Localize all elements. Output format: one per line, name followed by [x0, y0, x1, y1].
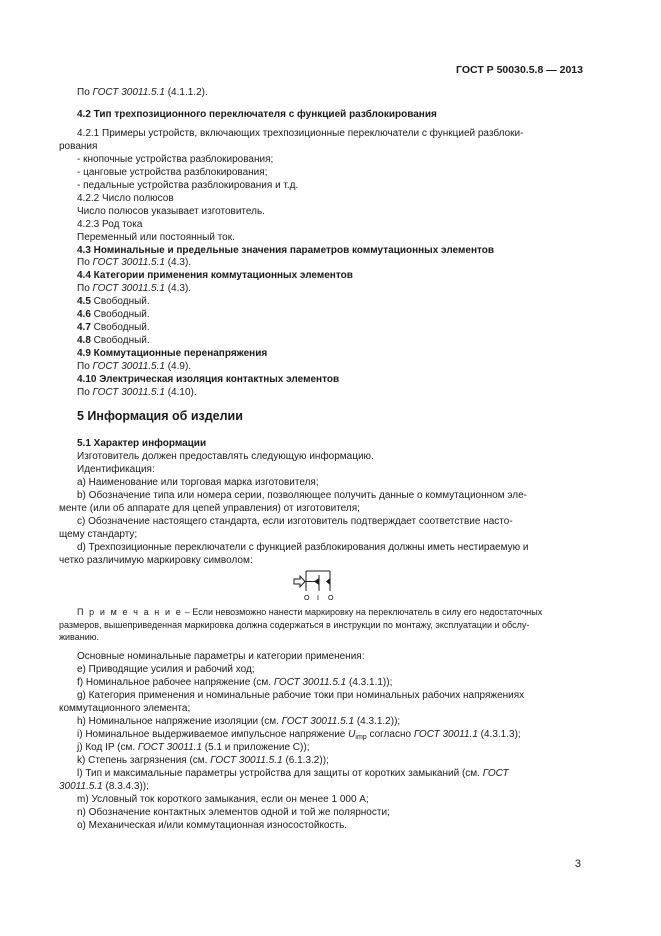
text-run: ГОСТ 30011.5.1 — [281, 716, 355, 727]
text-line — [77, 361, 191, 373]
text-line — [77, 206, 265, 218]
text-run: Основные номинальные параметры и категории применения: — [77, 651, 365, 662]
text-run: h) Номинальное напряжение изоляции (см. — [77, 716, 282, 727]
text-run: 5 Информация об изделии — [77, 409, 243, 423]
text-run: коммутационного элемента; — [59, 703, 191, 714]
text-run: 4.4 Категории применения коммутационных элементов — [77, 270, 353, 281]
symbol-label-o1: O — [304, 595, 310, 601]
text-run: (4.9). — [164, 361, 192, 372]
text-run: - педальные устройства разблокирования и т.д. — [77, 180, 299, 191]
text-run: 4.7 — [77, 322, 91, 333]
text-run: (5.1 и приложение C)); — [202, 742, 310, 753]
text-run: Число полюсов указывает изготовитель. — [77, 206, 265, 217]
text-line — [77, 232, 235, 244]
three-position-switch-symbol-icon — [292, 567, 338, 601]
text-line — [59, 631, 99, 643]
text-line — [77, 716, 400, 728]
text-line — [77, 690, 524, 702]
text-run: b) Обозначение типа или номера серии, позволяющее получить данные о коммутационном эле- — [77, 490, 527, 501]
text-run: 4.6 — [77, 309, 91, 320]
text-run: (4.3.1.2)); — [354, 716, 401, 727]
text-run: ГОСТ 30011.1 — [413, 729, 478, 740]
text-line — [77, 245, 494, 257]
text-run: f) Номинальное рабочее напряжение (см. — [77, 677, 274, 688]
text-run: Изготовитель должен предоставлять следующую информацию. — [77, 451, 374, 462]
text-line — [77, 374, 339, 386]
text-line — [77, 128, 523, 140]
text-run: Свободный. — [90, 296, 150, 307]
text-line — [77, 219, 142, 231]
text-run: 4.5 — [77, 296, 91, 307]
text-line — [77, 477, 319, 489]
text-line — [77, 348, 267, 360]
text-line — [77, 257, 191, 269]
text-line — [59, 555, 253, 567]
text-line — [59, 703, 190, 715]
text-run: 4.3 Номинальные и предельные значения параметров коммутационных элементов — [77, 245, 495, 256]
text-run: По — [77, 361, 93, 372]
text-line — [77, 335, 150, 347]
text-run: живанию. — [59, 632, 99, 642]
text-run: o) Механическая и/или коммутационная износостойкость. — [77, 820, 348, 831]
text-run: По — [77, 387, 93, 398]
text-run: Свободный. — [90, 309, 150, 320]
text-line — [77, 154, 273, 166]
text-line — [77, 464, 155, 476]
text-run: ГОСТ 30011.5.1 — [210, 755, 283, 766]
text-line — [59, 619, 529, 631]
text-run: - кнопочные устройства разблокирования; — [77, 154, 274, 165]
text-run: 30011.5.1 — [59, 781, 103, 792]
text-run: 4.2.1 Примеры устройств, включающих трехпозиционные переключатели с функцией разблоки- — [77, 128, 524, 139]
text-run: – Если невозможно нанести маркировку на переключатель в силу его недостаточных — [182, 607, 543, 617]
text-run: (4.3). — [164, 257, 192, 268]
text-line — [59, 503, 360, 515]
text-run: 4.8 — [77, 335, 91, 346]
text-line — [77, 651, 364, 663]
text-line — [59, 529, 137, 541]
text-line — [77, 410, 243, 424]
text-run: m) Условный ток короткого замыкания, если он менее 1 000 А; — [77, 794, 369, 805]
text-run: По — [77, 283, 93, 294]
text-run: размеров, вышеприведенная маркировка должна содержаться в инструкции по монтажу, эксплуатации и обслу- — [59, 620, 530, 630]
text-run: Идентификация: — [77, 464, 155, 475]
text-run: ГОСТ 30011.5.1 — [92, 387, 165, 398]
symbol-label-o2: O — [328, 595, 334, 601]
text-line — [77, 87, 208, 99]
text-line — [77, 451, 374, 463]
text-line — [77, 664, 255, 676]
text-run: a) Наименование или торговая марка изготовителя; — [77, 477, 319, 488]
text-run: П р и м е ч а н и е — [77, 607, 183, 617]
text-run: ГОСТ 30011.5.1 — [92, 361, 165, 372]
text-line — [77, 193, 174, 205]
text-run: ГОСТ 30011.5.1 — [92, 87, 165, 98]
text-run: (4.10). — [164, 387, 197, 398]
text-run: d) Трехпозиционные переключатели с функцией разблокирования должны иметь нестираемую и — [77, 542, 529, 553]
text-line — [77, 180, 298, 192]
text-run: U — [348, 729, 356, 740]
text-line — [77, 490, 527, 502]
text-line — [59, 781, 149, 793]
text-run: щему стандарту; — [59, 529, 138, 540]
text-run: l) Тип и максимальные параметры устройства для защиты от коротких замыканий (см. — [77, 768, 483, 779]
text-line — [59, 141, 97, 153]
document-header: ГОСТ Р 50030.5.8 — 2013 — [456, 64, 583, 76]
text-run: 4.2.2 Число полюсов — [77, 193, 174, 204]
text-run: g) Категория применения и номинальные рабочие токи при номинальных рабочих напряжениях — [77, 690, 525, 701]
text-run: - цанговые устройства разблокирования; — [77, 167, 268, 178]
text-run: c) Обозначение настоящего стандарта, если изготовитель подтверждает соответствие насто- — [77, 516, 513, 527]
text-run: (6.1.3.2)); — [282, 755, 329, 766]
text-run: (4.3.1.1)); — [346, 677, 393, 688]
text-run: 4.2.3 Род тока — [77, 219, 143, 230]
text-run: Переменный или постоянный ток. — [77, 232, 235, 243]
text-line — [77, 542, 528, 554]
text-run: По — [77, 257, 93, 268]
text-run: imp — [355, 734, 367, 741]
text-line — [77, 516, 513, 528]
text-line — [77, 606, 542, 618]
text-run: ГОСТ 30011.5.1 — [92, 257, 165, 268]
symbol-label-i: I — [317, 595, 319, 601]
text-run: четко различимую маркировку символом: — [59, 555, 253, 566]
text-run: i) Номинальное выдерживаемое импульсное напряжение — [77, 729, 349, 740]
text-line — [77, 270, 353, 282]
text-line — [77, 820, 347, 832]
text-line — [77, 742, 309, 754]
text-run: e) Приводящие усилия и рабочий ход; — [77, 664, 255, 675]
text-run: (4.3). — [164, 283, 192, 294]
text-run: 4.10 Электрическая изоляция контактных элементов — [77, 374, 340, 385]
text-line — [77, 677, 392, 689]
text-run: ГОСТ 30011.5.1 — [273, 677, 347, 688]
text-run: ГОСТ — [482, 768, 509, 779]
text-line — [77, 794, 369, 806]
text-run: (4.3.1.3); — [477, 729, 521, 740]
text-line — [77, 309, 150, 321]
text-run: 5.1 Характер информации — [77, 438, 207, 449]
text-line — [77, 768, 509, 780]
text-line — [77, 167, 267, 179]
text-run: n) Обозначение контактных элементов одной и той же полярности; — [77, 807, 390, 818]
text-run: (8.3.4.3)); — [102, 781, 149, 792]
text-line — [77, 438, 206, 450]
text-line — [77, 322, 150, 334]
text-line — [77, 387, 197, 399]
text-run: (4.1.1.2). — [164, 87, 208, 98]
text-run: Свободный. — [90, 335, 150, 346]
text-run: j) Код IP (см. — [77, 742, 138, 753]
text-line — [77, 755, 329, 767]
text-line — [77, 807, 390, 819]
text-run: менте (или об аппарате для цепей управления) от изготовителя; — [59, 503, 360, 514]
text-run: 4.9 Коммутационные перенапряжения — [77, 348, 268, 359]
text-run: Свободный. — [90, 322, 150, 333]
text-run: согласно — [366, 729, 414, 740]
text-line — [77, 283, 191, 295]
text-run: ГОСТ 30011.1 — [137, 742, 202, 753]
text-run: ГОСТ 30011.5.1 — [92, 283, 165, 294]
text-line — [77, 109, 437, 121]
text-line — [77, 296, 150, 308]
text-run: По — [77, 87, 93, 98]
text-run: рования — [59, 141, 98, 152]
text-run: 4.2 Тип трехпозиционного переключателя с функцией разблокирования — [77, 109, 437, 120]
page-number: 3 — [574, 858, 581, 870]
text-run: k) Степень загрязнения (см. — [77, 755, 211, 766]
